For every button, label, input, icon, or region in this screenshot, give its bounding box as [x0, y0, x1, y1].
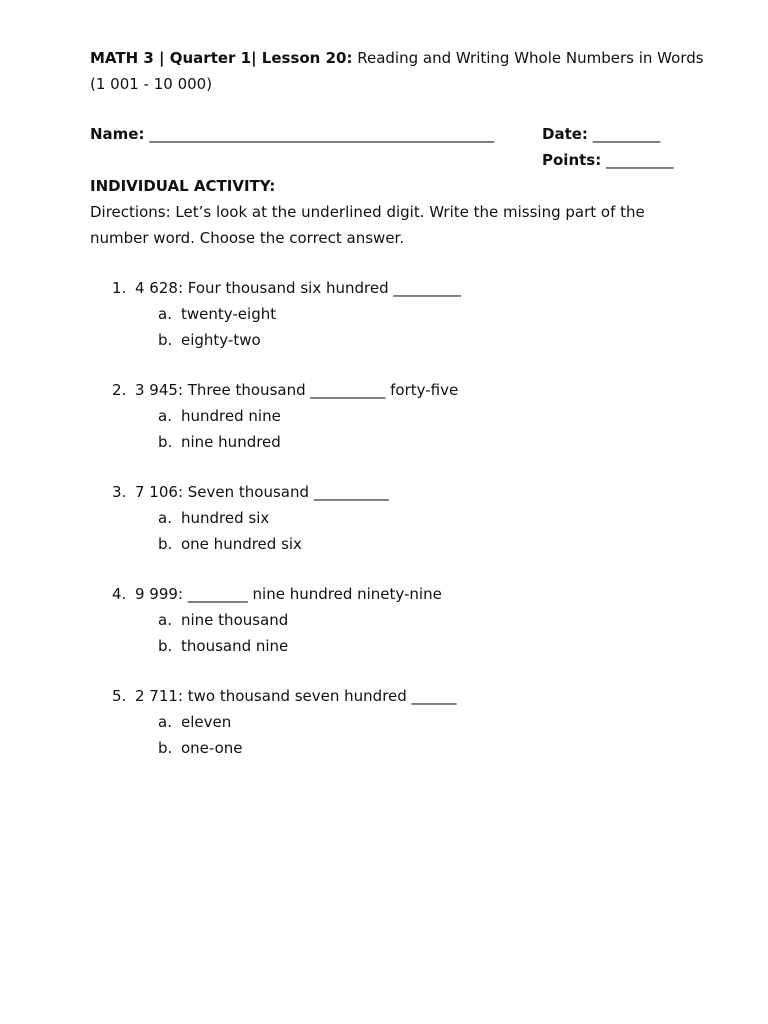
question-line: [90, 275, 690, 301]
option-text: one-one: [181, 739, 243, 757]
option-text: nine hundred: [181, 433, 281, 451]
option-text: hundred nine: [181, 407, 281, 425]
option-letter: b.: [158, 535, 173, 553]
question-text: 2 711: two thousand seven hundred ______: [135, 687, 457, 705]
question-text: 3 945: Three thousand __________ forty-five: [135, 381, 459, 399]
option-text: nine thousand: [181, 611, 289, 629]
directions-text: Directions: Let’s look at the underlined digit. Write the missing part of the number word. Choose the correct answer.: [90, 203, 645, 247]
option-text: eighty-two: [181, 331, 261, 349]
question-text: 9 999: ________ nine hundred ninety-nine: [135, 585, 442, 603]
option-text: hundred six: [181, 509, 270, 527]
option-text: thousand nine: [181, 637, 289, 655]
points-label: Points:: [542, 151, 602, 169]
activity-heading: INDIVIDUAL ACTIVITY:: [90, 177, 276, 195]
question-text: 7 106: Seven thousand __________: [135, 483, 389, 501]
option-text: eleven: [181, 713, 232, 731]
points-blank[interactable]: _________: [601, 151, 674, 169]
worksheet-page: [90, 45, 704, 785]
lesson-range: (1 001 - 10 000): [90, 75, 213, 93]
answer-option[interactable]: [90, 505, 690, 531]
lesson-title: Reading and Writing Whole Numbers in Words: [352, 49, 704, 67]
option-letter: a.: [158, 611, 172, 629]
date-label: Date:: [542, 125, 588, 143]
question-number: 3.: [112, 483, 127, 501]
option-letter: b.: [158, 739, 173, 757]
option-letter: a.: [158, 305, 172, 323]
question-line: [90, 581, 690, 607]
option-text: one hundred six: [181, 535, 302, 553]
answer-option[interactable]: [90, 531, 690, 557]
option-letter: a.: [158, 407, 172, 425]
answer-option[interactable]: [90, 403, 690, 429]
option-letter: b.: [158, 331, 173, 349]
question-number: 4.: [112, 585, 127, 603]
course-label: MATH 3 | Quarter 1| Lesson 20:: [90, 49, 353, 67]
question-line: [90, 479, 690, 505]
question-item: [90, 683, 690, 761]
question-text: 4 628: Four thousand six hundred _________: [135, 279, 461, 297]
question-item: [90, 377, 690, 455]
option-letter: a.: [158, 509, 172, 527]
question-item: [90, 581, 690, 659]
answer-option[interactable]: [90, 735, 690, 761]
lesson-header: [90, 45, 704, 71]
question-number: 1.: [112, 279, 127, 297]
answer-option[interactable]: [90, 633, 690, 659]
question-item: [90, 479, 690, 557]
name-blank[interactable]: ______________________________________________: [144, 125, 495, 143]
answer-option[interactable]: [90, 301, 690, 327]
answer-option[interactable]: [90, 709, 690, 735]
question-line: [90, 683, 690, 709]
option-letter: a.: [158, 713, 172, 731]
date-field: [542, 121, 660, 147]
option-text: twenty-eight: [181, 305, 277, 323]
question-line: [90, 377, 690, 403]
date-blank[interactable]: _________: [587, 125, 661, 143]
question-item: [90, 275, 690, 353]
points-row: [90, 147, 690, 173]
answer-option[interactable]: [90, 607, 690, 633]
answer-option[interactable]: [90, 327, 690, 353]
option-letter: b.: [158, 433, 173, 451]
name-label: Name:: [90, 125, 145, 143]
name-row: [90, 121, 690, 147]
points-field: [542, 147, 674, 173]
option-letter: b.: [158, 637, 173, 655]
question-number: 5.: [112, 687, 127, 705]
question-number: 2.: [112, 381, 127, 399]
answer-option[interactable]: [90, 429, 690, 455]
question-list: [90, 275, 690, 761]
